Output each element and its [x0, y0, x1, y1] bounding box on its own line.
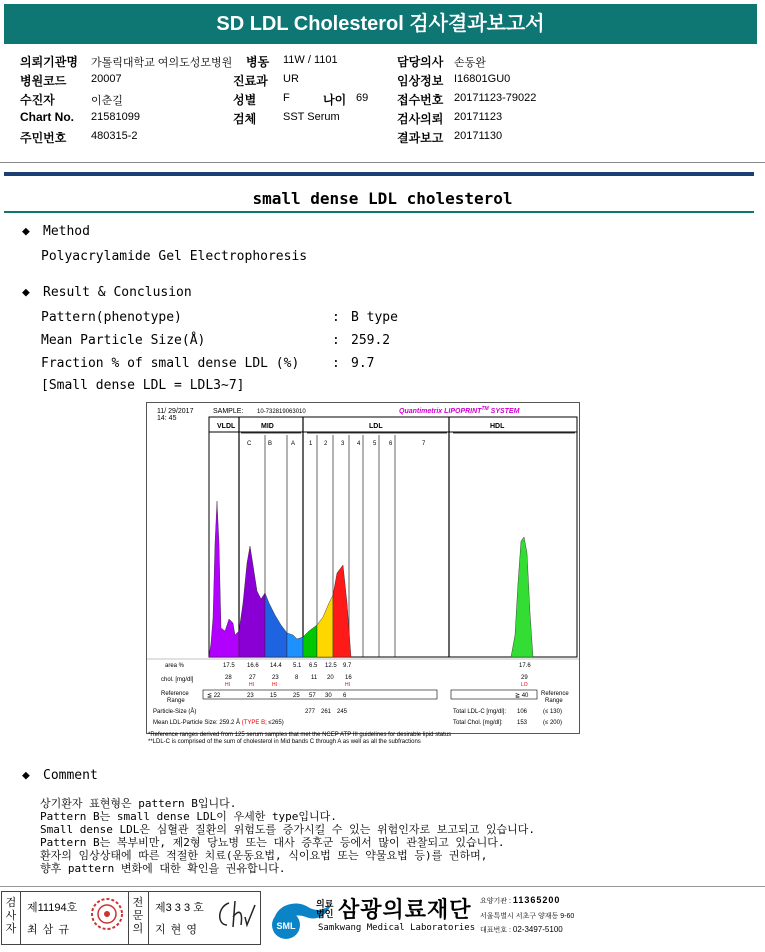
group-label-3: HDL: [490, 423, 505, 430]
ref-value: 25: [293, 693, 300, 699]
result-value-0: B type: [351, 310, 398, 325]
particle-size-value: 277: [305, 709, 316, 715]
comment-bullet: ◆: [22, 768, 30, 783]
area-value: 9.7: [343, 663, 352, 669]
chart-sample-label: SAMPLE:: [213, 408, 244, 415]
ref-value: 30: [325, 693, 332, 699]
ref-value: 6: [343, 693, 347, 699]
subband-label-8: 6: [389, 441, 393, 447]
group-label-2: LDL: [369, 423, 383, 430]
info3-label-4: 결과보고: [397, 131, 444, 145]
chol-value: 16: [345, 675, 352, 681]
ref-value: ≦ 22: [207, 693, 221, 699]
dept-value: UR: [283, 73, 299, 85]
ref-value: 23: [247, 693, 254, 699]
info3-label-2: 접수번호: [397, 93, 444, 107]
result-sep-1: :: [332, 333, 340, 348]
org-phone: [480, 925, 563, 935]
group-label-0: VLDL: [217, 423, 236, 430]
result-label-1: Mean Particle Size(Å): [41, 333, 206, 348]
mid-c-peak: [239, 546, 265, 657]
vldl-peak: [209, 501, 239, 657]
org-english: Samkwang Medical Laboratories: [318, 923, 476, 933]
info-value-4: 480315-2: [91, 130, 138, 142]
org-phone-value: 02-3497-5100: [512, 925, 563, 934]
chart-date: 11/ 29/2017: [157, 408, 194, 415]
chol-value: 8: [295, 675, 299, 681]
org-type: 의료 법인: [316, 899, 334, 919]
footnote-2: **LDL-C is comprised of the sum of cholesterol in Mid bands C through A as well as all the subfractions: [148, 739, 421, 745]
chol-value: 28: [225, 675, 232, 681]
result-note: [Small dense LDL = LDL3~7]: [41, 378, 245, 393]
result-value-1: 259.2: [351, 333, 391, 348]
ref-row-label-2: Range: [167, 698, 185, 704]
comment-line: 상기환자 표현형은 pattern B입니다.: [40, 797, 237, 810]
chol-flag: HI: [345, 682, 350, 688]
subband-label-2: A: [291, 441, 296, 447]
chol-value: 27: [249, 675, 256, 681]
chart-sample-id: 10-732819063010: [257, 409, 306, 415]
footer: [0, 886, 765, 952]
org-code: [480, 895, 560, 906]
info-label-2: 수진자: [20, 93, 55, 107]
lipoprint-svg: [147, 403, 579, 733]
total-ldl-label: Total LDL-C [mg/dl]:: [453, 709, 507, 715]
subband-label-6: 4: [357, 441, 361, 447]
section-rule: [4, 172, 754, 176]
result-sep-2: :: [332, 356, 340, 371]
method-bullet: ◆: [22, 224, 30, 239]
area-value: 6.5: [309, 663, 318, 669]
subband-label-9: 7: [422, 441, 426, 447]
ward-label: 병동: [246, 55, 270, 69]
subband-label-4: 2: [324, 441, 328, 447]
info3-value-4: 20171130: [454, 130, 503, 142]
sex-value: F: [283, 92, 290, 104]
comment-line: 향후 pattern 변화에 대한 확인을 권유합니다.: [40, 862, 286, 875]
comment-line: 환자의 임상상태에 따른 적절한 치료(운동요법, 식이요법 또는 약물요법 등)를 권하며,: [40, 849, 488, 862]
result-label-2: Fraction % of small dense LDL (%): [41, 356, 300, 371]
org-code-label: 요양기관 :: [480, 898, 513, 905]
specimen-label: 검체: [233, 112, 257, 126]
area-hdl-value: 17.6: [519, 663, 531, 669]
area-value: 12.5: [325, 663, 337, 669]
ref-value: 15: [270, 693, 277, 699]
chol-flag: HI: [272, 682, 277, 688]
ref-box: [203, 690, 437, 699]
chol-value: 11: [311, 675, 318, 681]
tester-name: 최 삼 규: [27, 924, 70, 936]
area-value: 17.5: [223, 663, 235, 669]
info-label-4: 주민번호: [20, 131, 67, 145]
area-value: 5.1: [293, 663, 302, 669]
expert-license: 제3 3 3 호: [155, 902, 204, 914]
age-value: 69: [356, 92, 369, 104]
chol-hdl-value: 29: [521, 675, 528, 681]
ref-value: 57: [309, 693, 316, 699]
header-divider: [0, 162, 765, 163]
chol-flag: HI: [225, 682, 230, 688]
info-value-3: 21581099: [91, 111, 140, 123]
total-chol-ref: (≤ 200): [543, 720, 562, 726]
ref-row-label: Reference: [161, 691, 189, 697]
hdl-peak: [511, 537, 533, 657]
chol-hdl-flag: LO: [521, 682, 528, 688]
method-heading: Method: [43, 224, 90, 239]
chol-flag: HI: [249, 682, 254, 688]
expert-signature-icon: [215, 897, 259, 931]
result-heading: Result & Conclusion: [43, 285, 192, 300]
particle-size-value: 261: [321, 709, 332, 715]
ward-value: 11W / 1101: [283, 54, 338, 66]
total-chol-value: 153: [517, 720, 528, 726]
ref-right-label: Reference: [541, 691, 569, 697]
svg-text:SML: SML: [276, 921, 296, 931]
expert-label: 전 문 의: [132, 897, 144, 935]
org-name: 삼광의료재단: [338, 897, 472, 922]
comment-line: Pattern B는 small dense LDL이 우세한 type입니다.: [40, 810, 337, 823]
ldl2-peak: [317, 595, 333, 657]
expert-name: 지 현 영: [155, 924, 198, 936]
area-value: 16.6: [247, 663, 259, 669]
section-underline: [4, 211, 754, 213]
info-value-1: 20007: [91, 73, 122, 85]
comment-heading: Comment: [43, 768, 98, 783]
info3-label-1: 임상정보: [397, 74, 444, 88]
chart-time: 14: 45: [157, 415, 177, 422]
subband-label-3: 1: [309, 441, 313, 447]
info3-value-1: I16801GU0: [454, 73, 511, 85]
subband-label-5: 3: [341, 441, 345, 447]
info3-value-3: 20171123: [454, 111, 503, 123]
ref-hdl-value: ≧ 40: [515, 693, 529, 699]
ldl3-peak: [333, 565, 351, 657]
chol-row-label: chol. [mg/dl]: [161, 677, 194, 683]
info-label-0: 의뢰기관명: [20, 55, 78, 69]
total-ldl-ref: (≤ 130): [543, 709, 562, 715]
subband-label-0: C: [247, 441, 252, 447]
mid-b-peak: [265, 593, 287, 657]
info3-label-0: 담당의사: [397, 55, 444, 69]
method-text: Polyacrylamide Gel Electrophoresis: [41, 249, 308, 264]
result-sep-0: :: [332, 310, 340, 325]
particle-size-label: Particle-Size (Å): [153, 709, 197, 715]
subband-label-1: B: [268, 441, 273, 447]
ref-right-label-2: Range: [545, 698, 563, 704]
lipoprint-chart: [146, 402, 580, 734]
ldl1-peak: [303, 625, 317, 657]
chol-value: 20: [327, 675, 334, 681]
info-value-0: 가톨릭대학교 여의도성모병원: [91, 57, 233, 69]
org-code-value: 11365200: [512, 895, 561, 905]
result-value-2: 9.7: [351, 356, 375, 371]
footnote-1: *Reference ranges derived from 125 serum samples that met the NCEP ATP III guidelines for desirable lipid status: [148, 732, 452, 738]
org-phone-label: 대표번호 :: [480, 927, 513, 934]
info3-value-2: 20171123-79022: [454, 92, 537, 104]
comment-line: Small dense LDL은 심혈관 질환의 위험도를 증가시킬 수 있는 위험인자로 보고되고 있습니다.: [40, 823, 535, 836]
comment-text: [40, 797, 535, 875]
comment-line: Pattern B는 복부비만, 제2형 당뇨병 또는 대사 증후군 등에서 많이 관찰되고 있습니다.: [40, 836, 505, 849]
info3-label-3: 검사의뢰: [397, 112, 444, 126]
info-label-3: Chart No.: [20, 110, 74, 124]
tester-seal-icon: [90, 897, 124, 931]
dept-label: 진료과: [233, 74, 268, 88]
tester-license: 제11194호: [27, 902, 78, 914]
total-chol-label: Total Chol. [mg/dl]:: [453, 720, 503, 726]
info-label-1: 병원코드: [20, 74, 67, 88]
total-ldl-value: 106: [517, 709, 528, 715]
mean-size-line: Mean LDL-Particle Size: 259.2 Å (TYPE B; ≤265): [153, 720, 284, 726]
result-bullet: ◆: [22, 285, 30, 300]
chart-brand: Quantimetrix LIPOPRINT™ SYSTEM: [399, 406, 520, 415]
info-value-2: 이춘길: [91, 95, 123, 107]
age-label: 나이: [323, 93, 347, 107]
area-value: 14.4: [270, 663, 282, 669]
subband-label-7: 5: [373, 441, 377, 447]
info3-value-0: 손동완: [454, 57, 486, 69]
result-label-0: Pattern(phenotype): [41, 310, 182, 325]
tester-label: 검 사 자: [5, 897, 17, 935]
particle-size-value: 245: [337, 709, 348, 715]
chol-value: 23: [272, 675, 279, 681]
area-row-label: area %: [165, 663, 185, 669]
section-title: small dense LDL cholesterol: [252, 189, 513, 208]
specimen-value: SST Serum: [283, 111, 340, 123]
org-address: 서울특별시 서초구 양재동 9-60: [480, 913, 575, 920]
chart-footnotes: [148, 732, 451, 746]
sex-label: 성별: [233, 93, 257, 107]
report-title: SD LDL Cholesterol 검사결과보고서: [4, 4, 757, 44]
group-label-1: MID: [261, 423, 274, 430]
mid-a-peak: [287, 633, 303, 657]
